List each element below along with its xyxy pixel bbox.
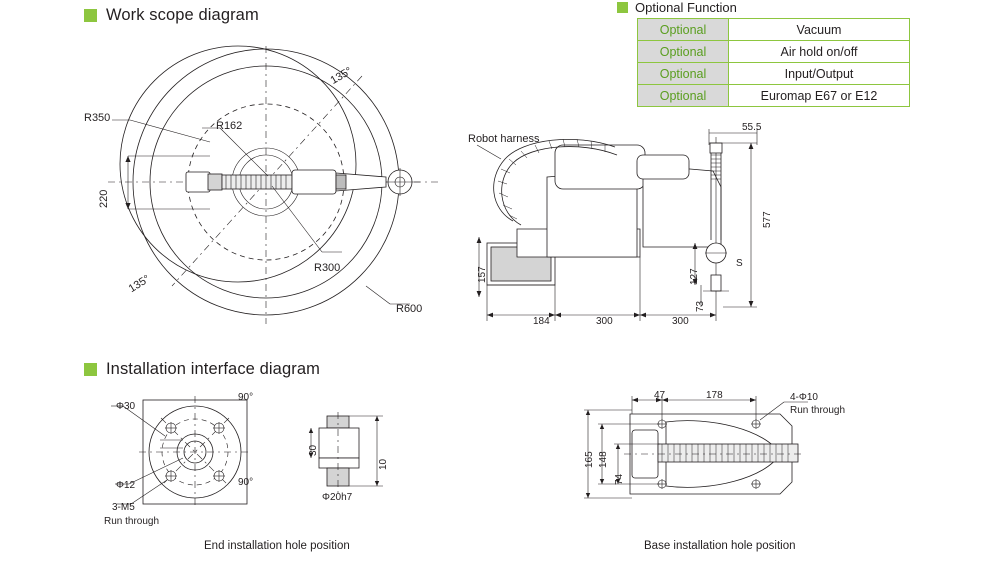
label-74: 74 <box>614 473 625 485</box>
optional-function-title-text: Optional Function <box>635 0 737 15</box>
label-577: 577 <box>762 211 773 228</box>
optional-label-cell: Optional <box>638 63 729 85</box>
optional-value-cell: Vacuum <box>729 19 910 41</box>
optional-label-cell: Optional <box>638 85 729 107</box>
section-bullet-icon <box>84 363 97 376</box>
label-3-m5: 3-M5 <box>112 502 135 513</box>
label-300-b: 300 <box>672 316 689 327</box>
table-row <box>638 19 910 41</box>
side-view-diagram <box>465 125 785 340</box>
label-run-through-end: Run through <box>104 516 160 527</box>
label-phi20h7: Φ20h7 <box>322 492 353 503</box>
label-angle-90-b: 90° <box>238 477 254 488</box>
optional-bullet-icon <box>617 2 628 13</box>
label-1010: 10 <box>378 458 389 470</box>
section-bullet-icon <box>84 9 97 22</box>
optional-function-title <box>617 0 737 15</box>
optional-label-cell: Optional <box>638 19 729 41</box>
table-row <box>638 85 910 107</box>
label-angle-bottom: 135° <box>126 272 153 296</box>
label-robot-harness: Robot harness <box>468 133 540 145</box>
label-47: 47 <box>654 390 666 401</box>
label-300-a: 300 <box>596 316 613 327</box>
caption-end-installation: End installation hole position <box>204 540 350 552</box>
label-165: 165 <box>584 451 595 468</box>
label-r350: R350 <box>84 112 111 124</box>
work-scope-diagram <box>90 24 460 334</box>
label-55-5: 55.5 <box>742 122 762 133</box>
label-phi12: Φ12 <box>116 480 136 491</box>
section-title-text: Work scope diagram <box>106 6 259 24</box>
label-148: 148 <box>598 451 609 468</box>
label-phi30: Φ30 <box>116 401 136 412</box>
label-30: 30 <box>308 444 319 456</box>
table-row <box>638 41 910 63</box>
label-r162: R162 <box>216 120 243 132</box>
label-angle-top: 135° <box>328 65 355 87</box>
section-title-work-scope <box>84 6 259 25</box>
optional-value-cell: Input/Output <box>729 63 910 85</box>
label-dim-220: 220 <box>98 189 110 208</box>
label-178: 178 <box>706 390 723 401</box>
label-4-phi10: 4-Φ10 <box>790 392 818 403</box>
optional-label-cell: Optional <box>638 41 729 63</box>
label-127: 127 <box>689 268 700 285</box>
optional-function-table <box>637 18 910 107</box>
optional-value-cell: Euromap E67 or E12 <box>729 85 910 107</box>
section-title-installation <box>84 360 320 379</box>
label-184: 184 <box>533 316 550 327</box>
label-r600: R600 <box>396 303 423 315</box>
label-73: 73 <box>695 300 706 312</box>
section-title-text: Installation interface diagram <box>106 360 320 378</box>
label-157: 157 <box>477 266 488 283</box>
caption-base-installation: Base installation hole position <box>644 540 796 552</box>
table-row <box>638 63 910 85</box>
label-r300: R300 <box>314 262 341 274</box>
shaft-side-view-diagram <box>305 410 405 510</box>
label-s-mark: S <box>736 258 743 269</box>
label-angle-90-a: 90° <box>238 392 254 403</box>
optional-value-cell: Air hold on/off <box>729 41 910 63</box>
label-run-through-base: Run through <box>790 405 846 416</box>
